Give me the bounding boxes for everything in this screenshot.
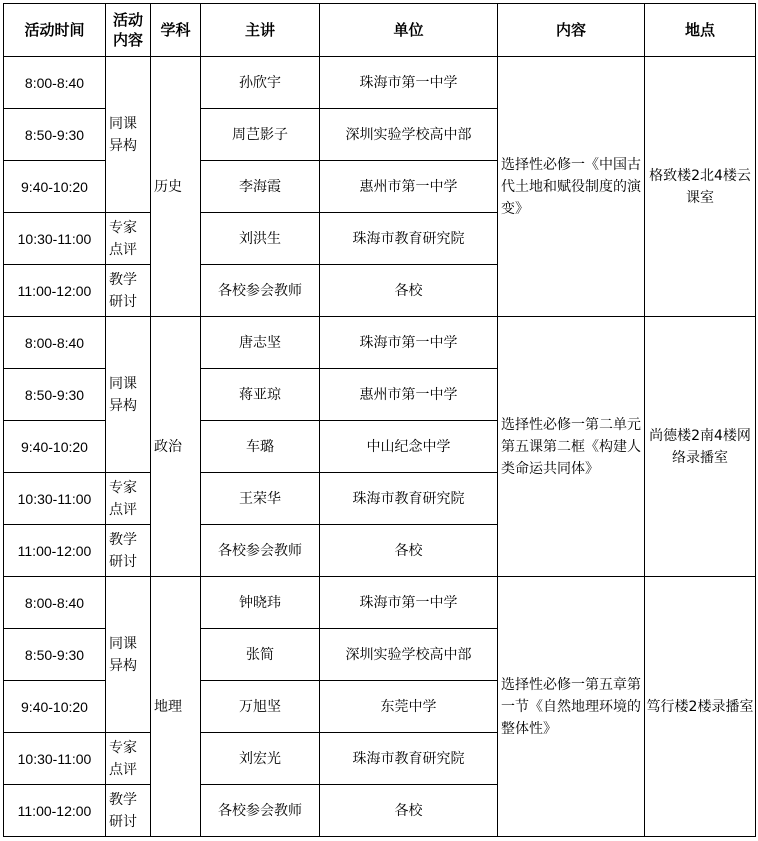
speaker-cell: 各校参会教师 [201,785,320,837]
activity-label: 专家点评 [109,739,137,778]
activity-label: 教学研讨 [109,271,137,310]
time-cell: 8:50-9:30 [4,109,106,161]
activity-cell [106,525,151,577]
header-content: 内容 [498,4,645,57]
time-cell: 9:40-10:20 [4,161,106,213]
activity-label: 同课异构 [109,635,137,674]
header-speaker: 主讲 [201,4,320,57]
time-cell: 10:30-11:00 [4,473,106,525]
speaker-cell: 唐志坚 [201,317,320,369]
time-cell: 8:00-8:40 [4,317,106,369]
speaker-cell: 各校参会教师 [201,525,320,577]
activity-cell [106,733,151,785]
speaker-cell: 李海霞 [201,161,320,213]
location-cell: 格致楼2北4楼云课室 [645,57,756,317]
content-cell: 选择性必修一第二单元第五课第二框《构建人类命运共同体》 [498,317,645,577]
time-cell: 11:00-12:00 [4,525,106,577]
header-subject: 学科 [151,4,201,57]
activity-label: 专家点评 [109,219,137,258]
unit-cell: 中山纪念中学 [320,421,498,473]
unit-cell: 珠海市第一中学 [320,317,498,369]
time-cell: 8:00-8:40 [4,577,106,629]
activity-cell [106,265,151,317]
unit-cell: 深圳实验学校高中部 [320,109,498,161]
time-cell: 8:00-8:40 [4,57,106,109]
speaker-cell: 周芑影子 [201,109,320,161]
header-time: 活动时间 [4,4,106,57]
time-cell: 10:30-11:00 [4,213,106,265]
subject-cell: 地理 [151,577,201,837]
location-cell: 尚德楼2南4楼网络录播室 [645,317,756,577]
table-row [4,57,756,109]
activity-label: 教学研讨 [109,531,137,570]
speaker-cell: 钟晓玮 [201,577,320,629]
speaker-cell: 张简 [201,629,320,681]
schedule-table [3,3,756,837]
time-cell: 9:40-10:20 [4,681,106,733]
activity-cell [106,317,151,473]
unit-cell: 各校 [320,525,498,577]
unit-cell: 珠海市教育研究院 [320,733,498,785]
location-cell: 笃行楼2楼录播室 [645,577,756,837]
speaker-cell: 各校参会教师 [201,265,320,317]
speaker-cell: 万旭坚 [201,681,320,733]
unit-cell: 惠州市第一中学 [320,161,498,213]
header-activity [106,4,151,57]
unit-cell: 深圳实验学校高中部 [320,629,498,681]
activity-cell [106,473,151,525]
header-unit: 单位 [320,4,498,57]
activity-label: 同课异构 [109,115,137,154]
unit-cell: 各校 [320,785,498,837]
speaker-cell: 王荣华 [201,473,320,525]
time-cell: 9:40-10:20 [4,421,106,473]
speaker-cell: 孙欣宇 [201,57,320,109]
unit-cell: 珠海市第一中学 [320,577,498,629]
unit-cell: 珠海市第一中学 [320,57,498,109]
speaker-cell: 刘洪生 [201,213,320,265]
speaker-cell: 蒋亚琼 [201,369,320,421]
unit-cell: 惠州市第一中学 [320,369,498,421]
activity-label: 同课异构 [109,375,137,414]
content-cell: 选择性必修一第五章第一节《自然地理环境的整体性》 [498,577,645,837]
table-row [4,577,756,629]
header-row [4,4,756,57]
time-cell: 8:50-9:30 [4,629,106,681]
activity-label: 教学研讨 [109,791,137,830]
unit-cell: 珠海市教育研究院 [320,213,498,265]
activity-cell [106,577,151,733]
subject-cell: 政治 [151,317,201,577]
time-cell: 10:30-11:00 [4,733,106,785]
time-cell: 11:00-12:00 [4,785,106,837]
speaker-cell: 刘宏光 [201,733,320,785]
activity-cell [106,57,151,213]
activity-label: 专家点评 [109,479,137,518]
unit-cell: 各校 [320,265,498,317]
header-location: 地点 [645,4,756,57]
header-activity-label: 活动内容 [112,11,143,49]
activity-cell [106,213,151,265]
activity-cell [106,785,151,837]
time-cell: 11:00-12:00 [4,265,106,317]
time-cell: 8:50-9:30 [4,369,106,421]
subject-cell: 历史 [151,57,201,317]
table-row [4,317,756,369]
unit-cell: 东莞中学 [320,681,498,733]
unit-cell: 珠海市教育研究院 [320,473,498,525]
content-cell: 选择性必修一《中国古代土地和赋役制度的演变》 [498,57,645,317]
speaker-cell: 车璐 [201,421,320,473]
